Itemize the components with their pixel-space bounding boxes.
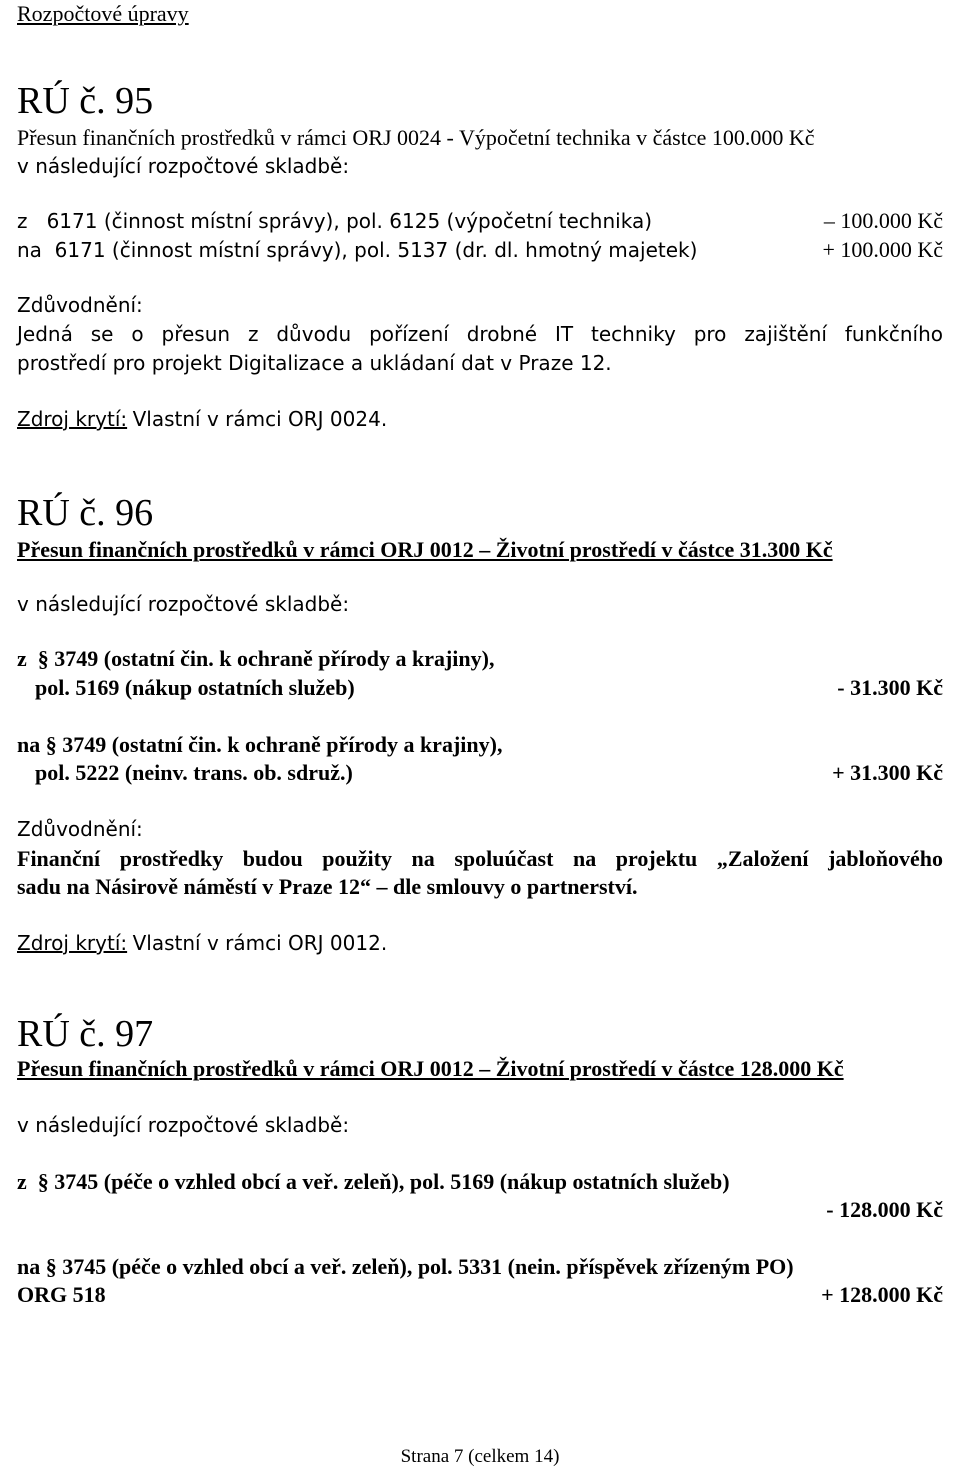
ru96-reason-label: Zdůvodnění: [17,817,143,841]
ru96-line1: Přesun finančních prostředků v rámci ORJ 0012 – Životní prostředí v částce 31.300 Kč [17,537,833,562]
ru97-to-label1: na § 3745 (péče o vzhled obcí a veř. zeleň), pol. 5331 (nein. příspěvek zřízeným PO) [17,1254,794,1279]
ru97-to-label2: ORG 518 [17,1282,106,1307]
ru96-line2: v následující rozpočtové skladbě: [17,592,350,616]
ru97-heading: RÚ č. 97 [17,1013,154,1055]
ru97-line2: v následující rozpočtové skladbě: [17,1113,350,1137]
ru95-from-label: z 6171 (činnost místní správy), pol. 6125 (výpočetní technika) [17,209,652,233]
ru95-reason-line1: Jedná se o přesun z důvodu pořízení drobné IT techniky pro zajištění funkčního [17,322,943,346]
ru95-to-amount: + 100.000 Kč [822,237,943,262]
ru96-to-amount: + 31.300 Kč [832,760,943,785]
ru95-line2: v následující rozpočtové skladbě: [17,154,350,178]
ru96-to-label2: pol. 5222 (neinv. trans. ob. sdruž.) [35,760,353,785]
document-title: Rozpočtové úpravy [17,1,189,26]
ru95-line1: Přesun finančních prostředků v rámci ORJ 0024 - Výpočetní technika v částce 100.000 Kč [17,125,815,150]
ru96-source-value: Vlastní v rámci ORJ 0012. [132,931,388,955]
ru97-from-label: z § 3745 (péče o vzhled obcí a veř. zeleň), pol. 5169 (nákup ostatních služeb) [17,1169,730,1194]
ru96-from-amount: - 31.300 Kč [837,675,943,700]
ru95-source-label: Zdroj krytí: [17,407,128,431]
ru95-source [17,405,387,433]
ru96-heading: RÚ č. 96 [17,492,154,534]
ru95-reason-line2: prostředí pro projekt Digitalizace a ukládaní dat v Praze 12. [17,351,612,375]
ru95-source-value: Vlastní v rámci ORJ 0024. [132,407,388,431]
ru95-from-amount: – 100.000 Kč [823,208,943,233]
ru97-line1: Přesun finančních prostředků v rámci ORJ 0012 – Životní prostředí v částce 128.000 Kč [17,1056,844,1081]
page-footer: Strana 7 (celkem 14) [400,1446,560,1467]
ru95-to-label: na 6171 (činnost místní správy), pol. 5137 (dr. dl. hmotný majetek) [17,238,698,262]
ru96-from-label2: pol. 5169 (nákup ostatních služeb) [35,675,355,700]
ru96-from-label1: z § 3749 (ostatní čin. k ochraně přírody a krajiny), [17,646,495,671]
ru96-source [17,929,387,957]
ru95-heading: RÚ č. 95 [17,80,154,122]
ru96-source-label: Zdroj krytí: [17,931,128,955]
ru97-to-amount: + 128.000 Kč [821,1282,943,1307]
ru96-to-label1: na § 3749 (ostatní čin. k ochraně přírody a krajiny), [17,732,503,757]
ru95-reason-label: Zdůvodnění: [17,293,143,317]
ru96-reason-line2: sadu na Násirově náměstí v Praze 12“ – dle smlouvy o partnerství. [17,874,638,899]
ru97-from-amount: - 128.000 Kč [826,1197,943,1222]
ru96-reason-line1: Finanční prostředky budou použity na spoluúčast na projektu „Založení jabloňového [17,846,943,871]
